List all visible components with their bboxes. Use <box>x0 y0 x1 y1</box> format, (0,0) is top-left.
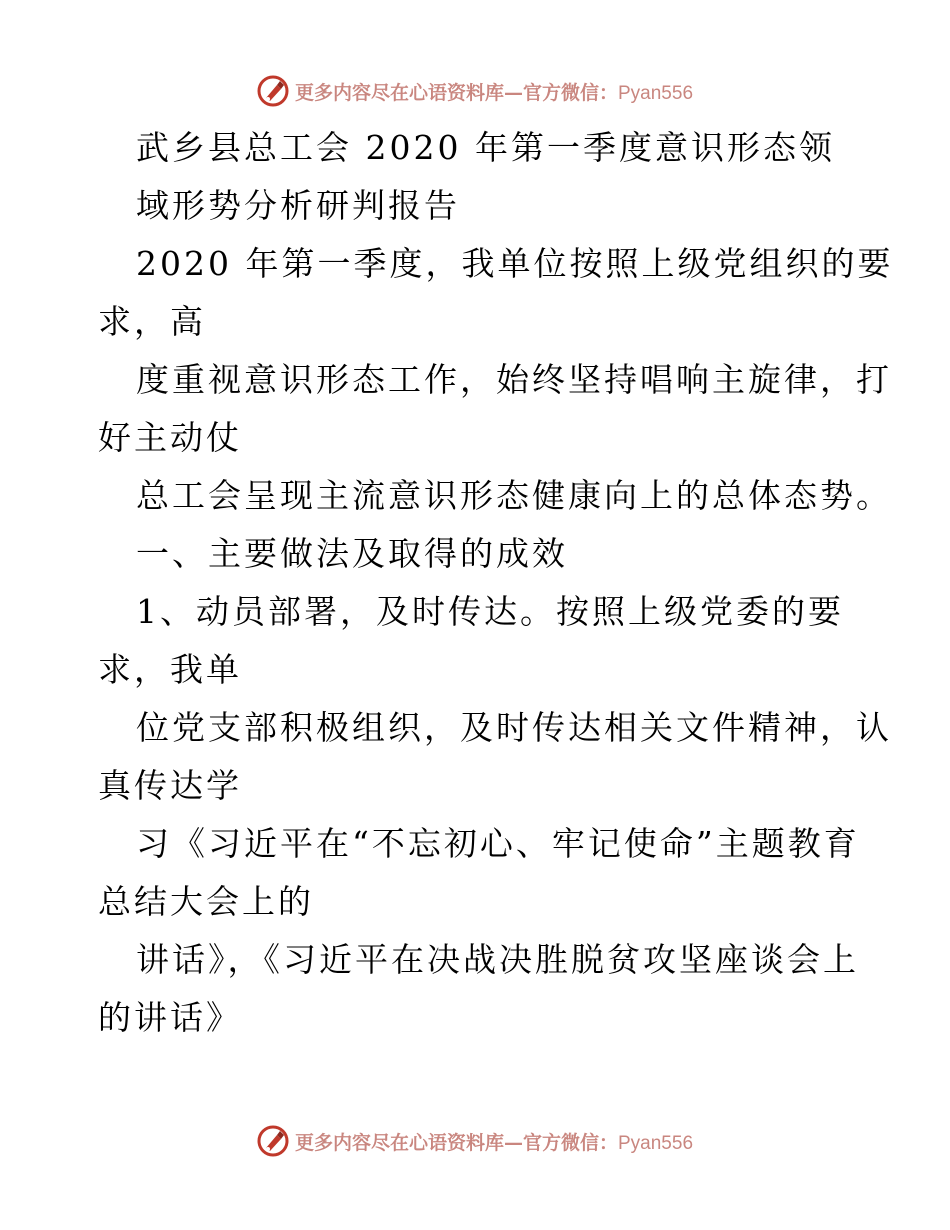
paragraph-line: 真传达学 <box>98 766 242 805</box>
section-heading: 一、主要做法及取得的成效 <box>136 534 568 573</box>
wechat-id: Pyan556 <box>618 82 694 104</box>
pen-logo-icon <box>257 1125 289 1157</box>
header-banner <box>0 71 950 111</box>
paragraph-line: 度重视意识形态工作，始终坚持唱响主旋律，打 <box>136 360 892 399</box>
paragraph-line: 2020 年第一季度，我单位按照上级党组织的要 <box>136 244 894 283</box>
paragraph-line: 总结大会上的 <box>98 882 314 921</box>
paragraph-line: 求，我单 <box>98 650 242 689</box>
paragraph-line: 习《习近平在“不忘初心、牢记使命”主题教育 <box>136 824 860 863</box>
paragraph-line: 的讲话》 <box>98 998 242 1037</box>
paragraph-line: 好主动仗 <box>98 418 242 457</box>
paragraph-line: 位党支部积极组织，及时传达相关文件精神，认 <box>136 708 892 747</box>
title-line-1: 武乡县总工会 2020 年第一季度意识形态领 <box>136 128 835 167</box>
paragraph-line: 1、动员部署，及时传达。按照上级党委的要 <box>136 592 844 631</box>
pen-logo-icon <box>257 75 289 107</box>
paragraph-line: 求，高 <box>98 302 206 341</box>
paragraph-line: 总工会呈现主流意识形态健康向上的总体态势。 <box>136 476 892 515</box>
paragraph-line: 讲话》，《习近平在决战决胜脱贫攻坚座谈会上 <box>136 940 859 979</box>
wechat-id: Pyan556 <box>618 1132 694 1154</box>
footer-banner <box>0 1121 950 1161</box>
title-line-2: 域形势分析研判报告 <box>136 186 460 225</box>
banner-text: 更多内容尽在心语资料库—官方微信：Pyan556 <box>294 81 694 104</box>
banner-text: 更多内容尽在心语资料库—官方微信：Pyan556 <box>294 1131 694 1154</box>
